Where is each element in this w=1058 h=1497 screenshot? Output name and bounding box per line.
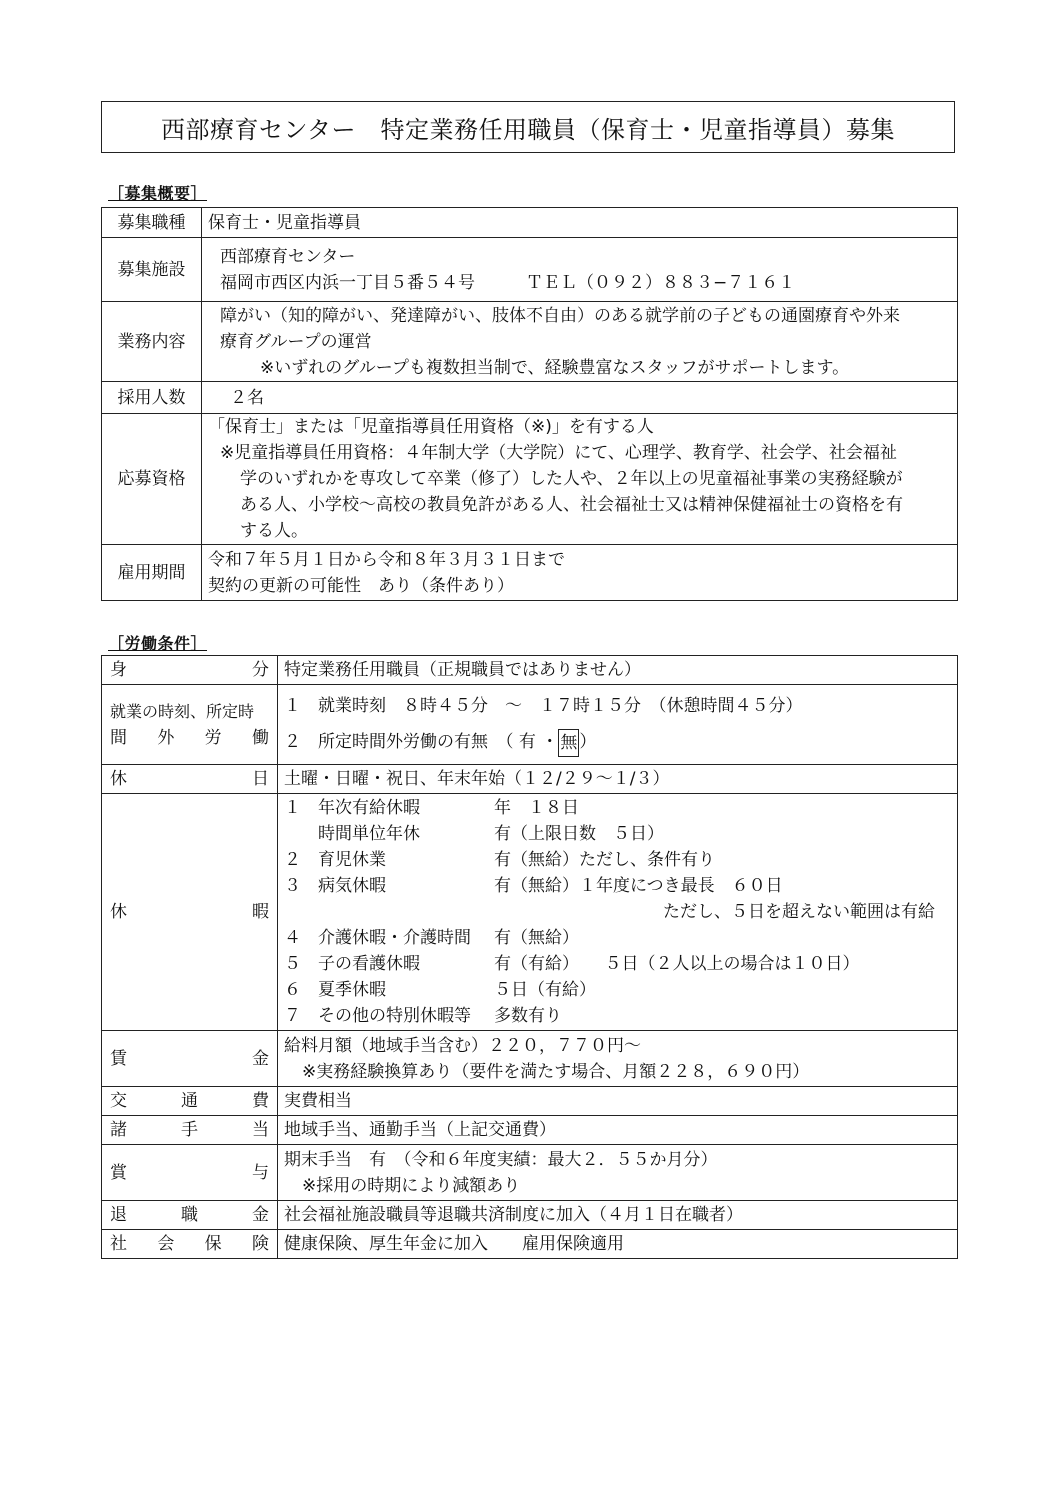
row-value: [278, 794, 958, 1031]
row-label: 退 職 金: [102, 1201, 278, 1230]
overview-heading: ［募集概要］: [108, 184, 208, 203]
line: 保育士・児童指導員: [208, 212, 361, 233]
overview-table: [101, 207, 958, 601]
list-item: ３ 病気休暇 有（無給）１年度につき最長 ６０日: [284, 876, 783, 896]
row-value: 土曜・日曜・祝日、年末年始（１２/２９～１/３）: [278, 765, 958, 794]
line: ※児童指導員任用資格：４年制大学（大学院）にて、心理学、教育学、社会学、社会福祉: [220, 443, 897, 463]
table-row: [102, 1145, 958, 1201]
row-label: 募集施設: [102, 238, 202, 302]
table-row: [102, 382, 958, 414]
table-row: [102, 1116, 958, 1145]
row-label: 社 会 保 険: [102, 1230, 278, 1259]
line: 療育グループの運営: [220, 331, 372, 352]
row-label: 業務内容: [102, 302, 202, 382]
row-label: 募集職種: [102, 208, 202, 238]
row-label: 賃 金: [102, 1031, 278, 1087]
row-value: [202, 208, 958, 238]
row-label: 交 通 費: [102, 1087, 278, 1116]
line: 障がい（知的障がい、発達障がい、肢体不自由）のある就学前の子どもの通園療育や外来: [220, 305, 900, 326]
row-value: [202, 302, 958, 382]
line: 「保育士」または「児童指導員任用資格（※)」を有する人: [208, 417, 654, 437]
row-label: 応募資格: [102, 414, 202, 545]
table-row: [102, 794, 958, 1031]
page-title: 西部療育センター 特定業務任用職員（保育士・児童指導員）募集: [101, 101, 955, 153]
table-row: [102, 1230, 958, 1259]
line: ※いずれのグループも複数担当制で、経験豊富なスタッフがサポートします。: [260, 357, 850, 378]
row-value: 給料月額（地域手当含む）２２０，７７０円～ ※実務経験換算あり（要件を満たす場合、月額２２８，６９０円）: [278, 1031, 958, 1087]
row-value: [202, 414, 958, 545]
row-value: 期末手当 有 （令和６年度実績：最大２．５５か月分） ※採用の時期により減額あり: [278, 1145, 958, 1201]
list-item: 時間単位年休 有（上限日数 ５日）: [318, 824, 664, 844]
line: 契約の更新の可能性 あり（条件あり）: [208, 575, 514, 596]
row-label: 諸 手 当: [102, 1116, 278, 1145]
table-row: [102, 238, 958, 302]
facility-name: 西部療育センター: [220, 246, 356, 267]
table-row: [102, 1031, 958, 1087]
list-item: ただし、５日を超えない範囲は有給: [663, 902, 935, 922]
list-item: ６ 夏季休暇 ５日（有給）: [284, 980, 596, 1000]
table-row: [102, 1201, 958, 1230]
conditions-table: [101, 655, 958, 1259]
line: ２名: [230, 387, 264, 408]
table-row: [102, 414, 958, 545]
row-value: 地域手当、通勤手当（上記交通費）: [278, 1116, 958, 1145]
table-row: [102, 545, 958, 601]
line: ある人、小学校～高校の教員免許がある人、社会福祉士又は精神保健福祉士の資格を有: [240, 495, 903, 515]
row-value: [202, 545, 958, 601]
selected-choice: 無: [558, 729, 579, 757]
row-value: [202, 238, 958, 302]
row-label: 雇用期間: [102, 545, 202, 601]
line: 学のいずれかを専攻して卒業（修了）した人や、２年以上の児童福祉事業の実務経験が: [240, 469, 903, 489]
row-value: 社会福祉施設職員等退職共済制度に加入（４月１日在職者）: [278, 1201, 958, 1230]
row-label: 賞 与: [102, 1145, 278, 1201]
row-value: １ 就業時刻 ８時４５分 ～ １７時１５分 （休憩時間４５分） ２ 所定時間外労働の有無 （ 有 ・ 無 ）: [278, 685, 958, 765]
list-item: １ 年次有給休暇 年 １８日: [284, 798, 579, 818]
list-item: ２ 育児休業 有（無給）ただし、条件有り: [284, 850, 715, 870]
table-row: [102, 302, 958, 382]
list-item: ５ 子の看護休暇 有（有給） ５日（２人以上の場合は１０日）: [284, 954, 860, 974]
table-row: [102, 685, 958, 765]
row-label: 休 暇: [102, 794, 278, 1031]
list-item: ４ 介護休暇・介護時間 有（無給）: [284, 928, 579, 948]
row-value: [202, 382, 958, 414]
row-label: 就業の時刻、所定時 間 外 労 働: [102, 685, 278, 765]
row-label: 休 日: [102, 765, 278, 794]
line: する人。: [240, 521, 308, 541]
conditions-heading: ［労働条件］: [108, 634, 208, 653]
table-row: [102, 208, 958, 238]
row-value: 健康保険、厚生年金に加入 雇用保険適用: [278, 1230, 958, 1259]
table-row: [102, 765, 958, 794]
table-row: [102, 656, 958, 685]
row-label: 採用人数: [102, 382, 202, 414]
row-value: 実費相当: [278, 1087, 958, 1116]
line: 令和７年５月１日から令和８年３月３１日まで: [208, 549, 565, 570]
row-label: 身 分: [102, 656, 278, 685]
facility-address: 福岡市西区内浜一丁目５番５４号 ＴＥＬ（０９２）８８３−７１６１: [220, 272, 796, 293]
list-item: ７ その他の特別休暇等 多数有り: [284, 1006, 562, 1026]
table-row: [102, 1087, 958, 1116]
row-value: 特定業務任用職員（正規職員ではありません）: [278, 656, 958, 685]
